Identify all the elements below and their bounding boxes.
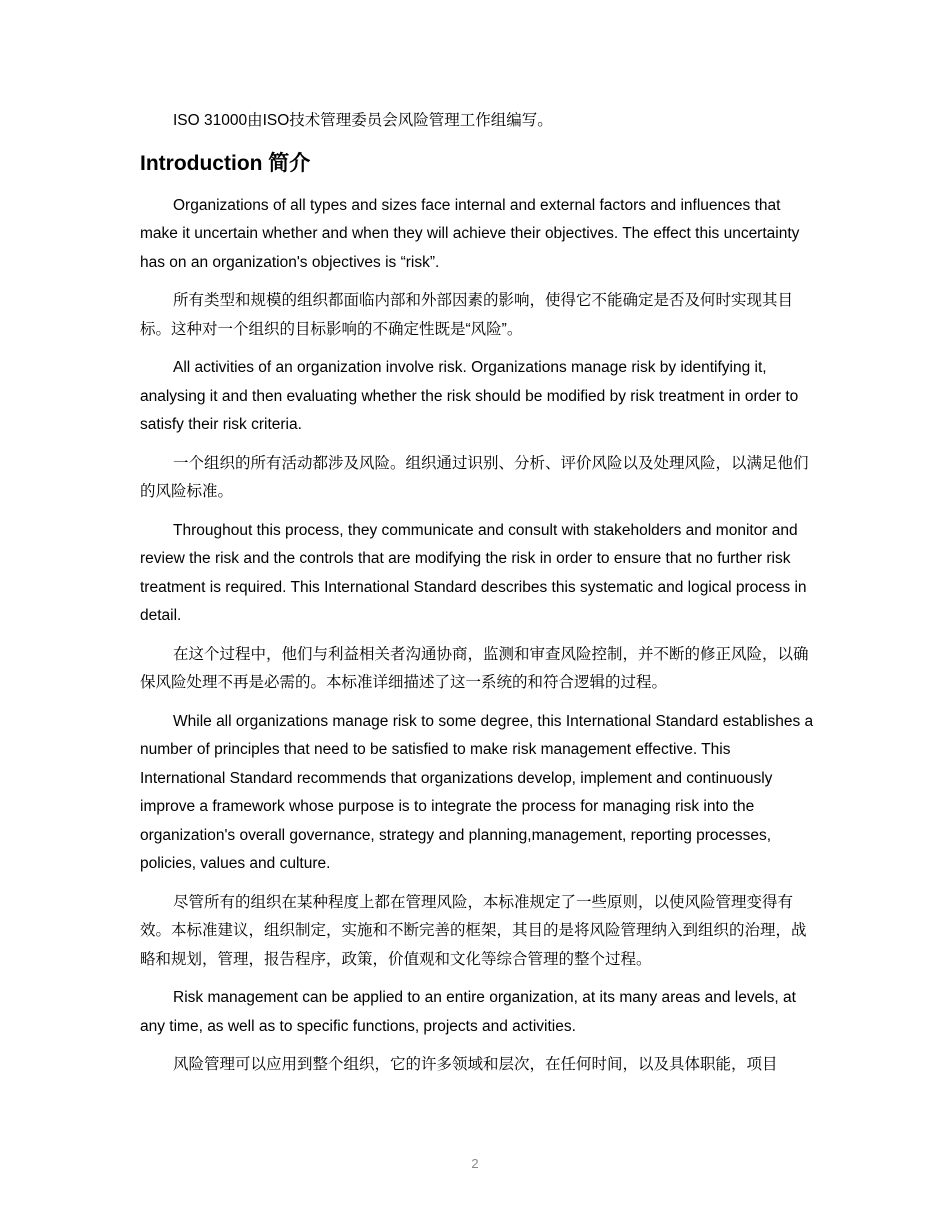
paragraph-5-en: Risk management can be applied to an entire organization, at its many areas and levels, at any time, as well as to specific functions, projects and activities. [140,989,796,1035]
paragraph-1-en: Organizations of all types and sizes face internal and external factors and influences that make it uncertain whether and when they will achieve their objectives. The effect this uncertainty has on an organization's objectives is “risk”. [140,196,800,271]
paragraph-4-zh: 尽管所有的组织在某种程度上都在管理风险，本标准规定了一些原则，以使风险管理变得有效。本标准建议，组织制定，实施和不断完善的框架，其目的是将风险管理纳入到组织的治理，战略和规划，管理，报告程序，政策，价值观和文化等综合管理的整个过程。 [140,893,807,968]
document-page [140,107,815,1090]
paragraph-1-zh: 所有类型和规模的组织都面临内部和外部因素的影响，使得它不能确定是否及何时实现其目标。这种对一个组织的目标影响的不确定性既是“风险”。 [140,292,794,338]
paragraph-3-en: Throughout this process, they communicate and consult with stakeholders and monitor and review the risk and the controls that are modifying the risk in order to ensure that no further risk treatment is required. This International Standard describes this systematic and logical process in detail. [140,521,807,624]
page-number: 2 [471,1156,479,1171]
section-heading: Introduction 简介 [140,151,311,175]
intro-line: ISO 31000由ISO技术管理委员会风险管理工作组编写。 [173,112,553,129]
paragraph-5-zh: 风险管理可以应用到整个组织，它的许多领域和层次，在任何时间，以及具体职能，项目 [173,1056,778,1073]
paragraph-3-zh: 在这个过程中，他们与利益相关者沟通协商，监测和审查风险控制，并不断的修正风险，以确保风险处理不再是必需的。本标准详细描述了这一系统的和符合逻辑的过程。 [140,645,809,691]
paragraph-2-en: All activities of an organization involve risk. Organizations manage risk by identifying it, analysing it and then evaluating whether the risk should be modified by risk treatment in order to satisfy their risk criteria. [140,359,799,433]
paragraph-2-zh: 一个组织的所有活动都涉及风险。组织通过识别、分析、评价风险以及处理风险，以满足他们的风险标准。 [140,454,809,500]
paragraph-4-en: While all organizations manage risk to some degree, this International Standard establishes a number of principles that need to be satisfied to make risk management effective. This International Standard recommends that organizations develop, implement and continuously improve a framework whose purpose is to integrate the process for managing risk into the organization's overall governance, strategy and planning,management, reporting processes, policies, values and culture. [140,712,814,872]
